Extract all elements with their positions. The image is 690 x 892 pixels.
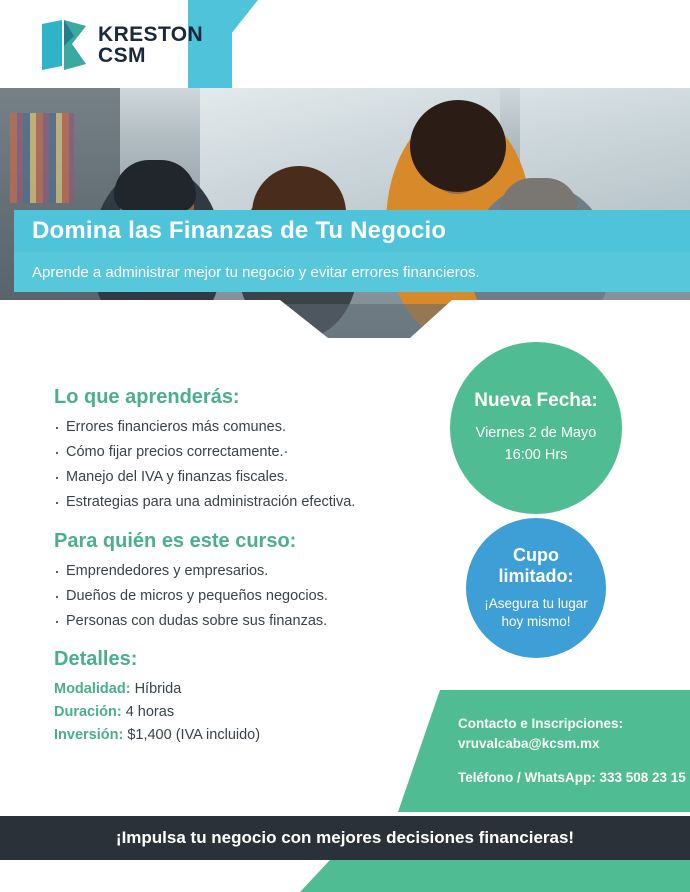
hero-title-band bbox=[14, 210, 690, 252]
photo-bookshelf bbox=[10, 113, 74, 203]
detail-row-modalidad bbox=[54, 681, 454, 697]
brand-logo bbox=[42, 20, 203, 70]
list-item: · Cómo fijar precios correctamente.· bbox=[54, 444, 474, 460]
photo-bottom-white-left bbox=[0, 300, 280, 338]
list-item: · Manejo del IVA y finanzas fiscales. bbox=[54, 469, 474, 485]
list-item: · Dueños de micros y pequeños negocios. bbox=[54, 588, 474, 604]
footer-green-angle bbox=[300, 860, 330, 892]
footer-bar bbox=[0, 816, 690, 860]
detail-value: $1,400 (IVA incluido) bbox=[127, 727, 261, 743]
detail-label: Modalidad: bbox=[54, 681, 131, 697]
learn-list bbox=[54, 419, 474, 510]
detail-value: Híbrida bbox=[134, 681, 182, 697]
audience-list bbox=[54, 563, 474, 629]
page-title: Domina las Finanzas de Tu Negocio bbox=[32, 217, 447, 244]
contact-panel-angle bbox=[398, 690, 440, 812]
detail-row-duracion bbox=[54, 704, 454, 720]
photo-bottom-white-left-angle bbox=[280, 300, 328, 338]
contact-phone[interactable]: Teléfono / WhatsApp: 333 508 23 15 bbox=[458, 770, 686, 785]
list-item: · Emprendedores y empresarios. bbox=[54, 563, 474, 579]
date-badge bbox=[450, 342, 622, 514]
footer-green-strip bbox=[330, 860, 690, 892]
page-subtitle: Aprende a administrar mejor tu negocio y evitar errores financieros. bbox=[32, 263, 480, 281]
list-item: · Errores financieros más comunes. bbox=[54, 419, 474, 435]
date-badge-title: Nueva Fecha: bbox=[474, 390, 598, 411]
seats-badge-title bbox=[499, 545, 574, 587]
hero-subtitle-band bbox=[14, 252, 690, 292]
date-badge-line2: 16:00 Hrs bbox=[504, 447, 568, 463]
brand-name-line2: CSM bbox=[98, 44, 146, 67]
brand-name bbox=[98, 24, 203, 66]
learn-section bbox=[54, 386, 474, 519]
contact-panel bbox=[440, 690, 690, 812]
seats-badge-line1: ¡Asegura tu lugar bbox=[484, 596, 588, 611]
contact-heading: Contacto e Inscripciones: bbox=[458, 716, 624, 731]
detail-label: Inversión: bbox=[54, 727, 124, 743]
list-item: · Estrategias para una administración efectiva. bbox=[54, 494, 474, 510]
learn-heading: Lo que aprenderás: bbox=[54, 386, 240, 408]
detail-label: Duración: bbox=[54, 704, 122, 720]
seats-badge-title-line2: limitado: bbox=[498, 566, 574, 586]
date-badge-line1: Viernes 2 de Mayo bbox=[475, 425, 597, 441]
seats-badge-line2: hoy mismo! bbox=[501, 614, 571, 629]
details-heading: Detalles: bbox=[54, 648, 138, 670]
photo-bottom-white-right bbox=[452, 300, 690, 338]
brand-name-line1: KRESTON bbox=[98, 23, 204, 46]
audience-section bbox=[54, 530, 474, 638]
kreston-logo-icon bbox=[42, 20, 88, 70]
page-header bbox=[0, 0, 690, 88]
contact-email[interactable]: vruvalcaba@kcsm.mx bbox=[458, 736, 600, 751]
detail-row-inversion bbox=[54, 727, 454, 743]
detail-value: 4 horas bbox=[125, 704, 175, 720]
seats-badge bbox=[466, 518, 606, 658]
audience-heading: Para quién es este curso: bbox=[54, 530, 297, 552]
footer-tagline: ¡Impulsa tu negocio con mejores decisiones financieras! bbox=[115, 828, 575, 847]
photo-bottom-white-right-angle bbox=[410, 300, 452, 338]
details-section bbox=[54, 648, 454, 750]
list-item: · Personas con dudas sobre sus finanzas. bbox=[54, 613, 474, 629]
seats-badge-title-line1: Cupo bbox=[513, 545, 559, 565]
